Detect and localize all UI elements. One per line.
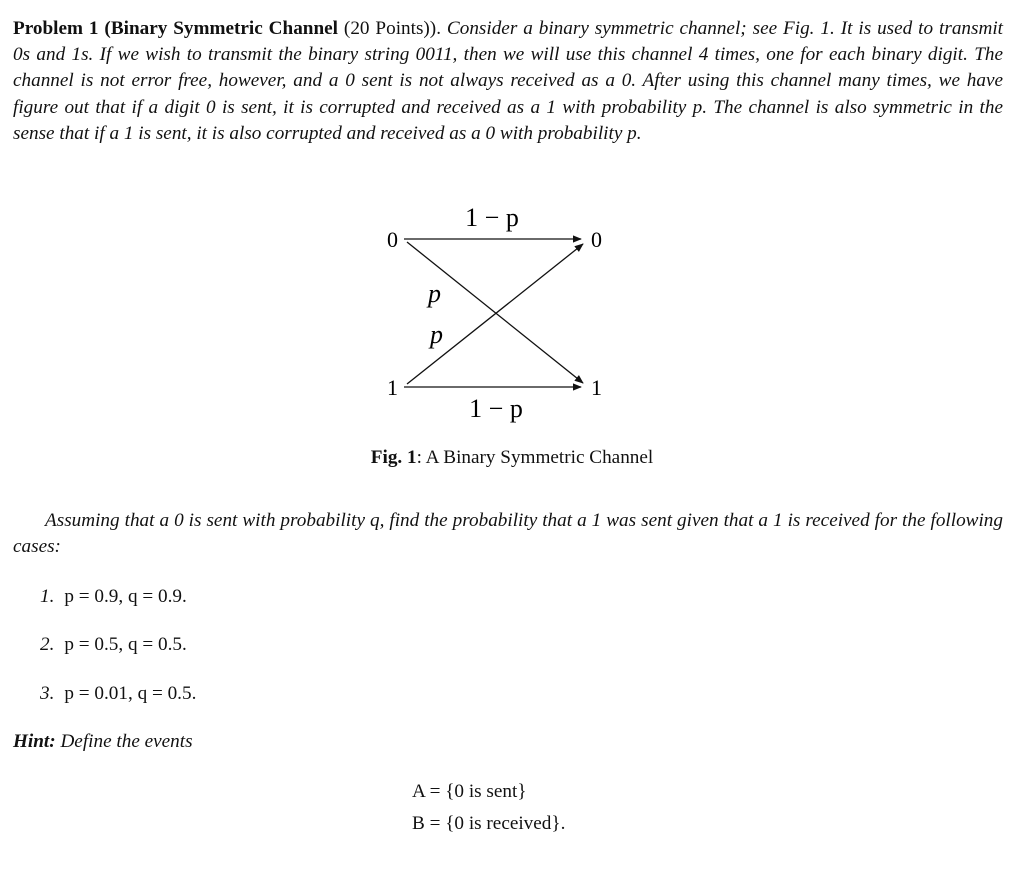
figure-label: Fig. 1 <box>370 447 417 468</box>
case-item <box>40 683 196 705</box>
assumption-text: Assuming that a 0 is sent with probability q, find the probability that a 1 was sent given that a 1 is received for the following cases: <box>13 510 1003 558</box>
label-top-1-minus-p: 1 − p <box>465 203 519 232</box>
output-node-0: 0 <box>591 227 602 252</box>
event-definition-a <box>412 781 527 803</box>
case-number: 2. <box>40 634 55 655</box>
label-bottom-1-minus-p: 1 − p <box>469 394 523 423</box>
hint-text: Define the events <box>55 731 193 752</box>
label-cross-p-lower: p <box>430 320 443 349</box>
problem-title: Problem 1 (Binary Symmetric Channel <box>13 18 338 39</box>
problem-points: (20 Points)). <box>338 18 441 39</box>
case-item <box>40 634 187 656</box>
case-number: 3. <box>40 683 55 704</box>
event-lhs: B = <box>412 813 446 834</box>
problem-statement <box>13 16 1003 147</box>
case-number: 1. <box>40 586 55 607</box>
case-expression: p = 0.01, q = 0.5. <box>64 683 197 704</box>
problem-body: Consider a binary symmetric channel; see Fig. 1. It is used to transmit 0s and 1s. If we wish to transmit the binary string 0011, then we will use this channel 4 times, one for each binary digit. The channel is not error free, however, and a 0 sent is not always received as a 0. After using this channel many times, we have figure out that if a digit 0 is sent, it is corrupted and received as a 1 with probability p. The channel is also symmetric in the sense that if a 1 is sent, it is also corrupted and received as a 0 with probability p. <box>13 18 1004 144</box>
hint-label: Hint: <box>13 731 56 752</box>
figure-caption-text: : A Binary Symmetric Channel <box>416 447 654 468</box>
figure-caption <box>0 447 1024 469</box>
hint <box>13 731 193 753</box>
binary-symmetric-channel-diagram <box>380 198 620 428</box>
input-node-0: 0 <box>387 227 398 252</box>
event-lhs: A = <box>412 781 446 802</box>
edge-0-to-1 <box>407 242 583 383</box>
case-item <box>40 586 187 608</box>
output-node-1: 1 <box>591 375 602 400</box>
case-expression: p = 0.5, q = 0.5. <box>64 634 187 655</box>
label-cross-p-upper: p <box>428 279 441 308</box>
edge-1-to-0 <box>407 244 583 384</box>
event-rhs: {0 is sent} <box>445 781 527 802</box>
event-rhs: {0 is received}. <box>445 813 566 834</box>
input-node-1: 1 <box>387 375 398 400</box>
event-definition-b <box>412 813 565 835</box>
case-expression: p = 0.9, q = 0.9. <box>64 586 187 607</box>
